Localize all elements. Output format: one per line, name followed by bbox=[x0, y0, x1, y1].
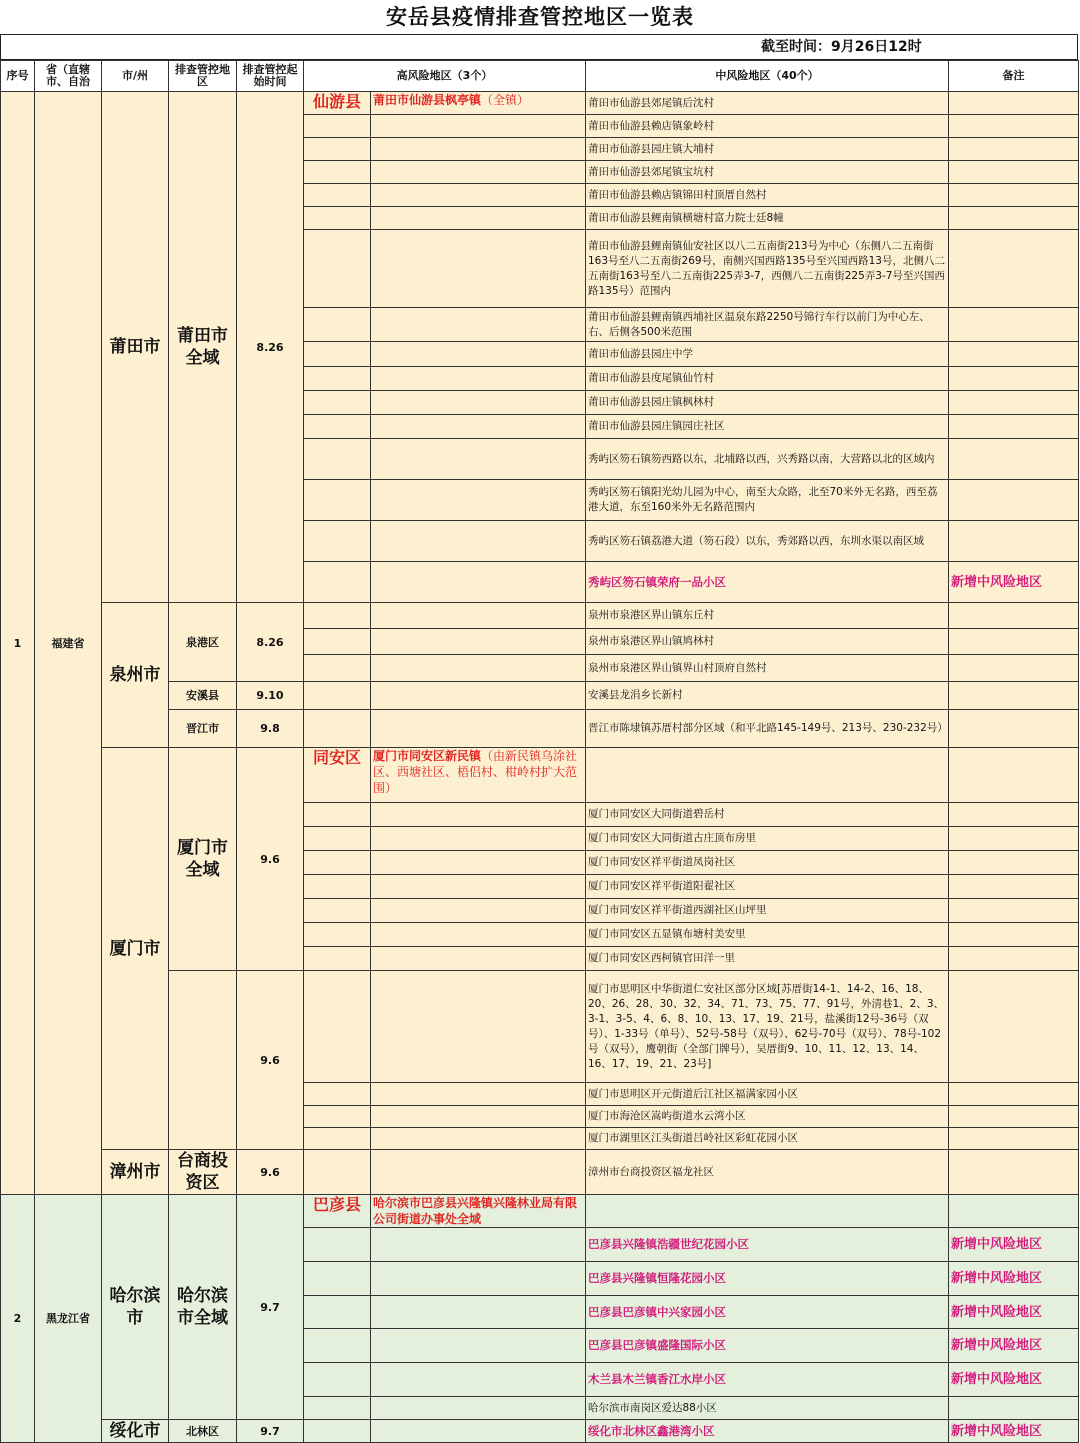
row-city: 莆田市 bbox=[102, 92, 169, 603]
high-risk-county-empty bbox=[304, 480, 371, 521]
table-row bbox=[1, 748, 1079, 803]
row-start-date: 8.26 bbox=[237, 92, 304, 603]
high-risk-county-empty bbox=[304, 851, 371, 875]
medium-risk-area: 莆田市仙游县赖店镇象岭村 bbox=[586, 115, 949, 138]
high-risk-detail-empty bbox=[371, 342, 586, 367]
high-risk-detail-empty bbox=[371, 947, 586, 971]
medium-risk-area: 莆田市仙游县园庄镇园庄社区 bbox=[586, 415, 949, 439]
high-risk-county-empty bbox=[304, 603, 371, 629]
row-remark: 新增中风险地区 bbox=[949, 1296, 1079, 1329]
row-start-date: 9.10 bbox=[237, 682, 304, 710]
medium-risk-area: 泉州市泉港区界山镇鸠林村 bbox=[586, 629, 949, 655]
medium-risk-area: 晋江市陈埭镇苏厝村部分区域（和平北路145-149号、213号、230-232号） bbox=[586, 710, 949, 748]
medium-risk-area: 莆田市仙游县园庄镇枫林村 bbox=[586, 391, 949, 415]
medium-risk-area: 秀屿区笏石镇笏西路以东，北埔路以西，兴秀路以南，大营路以北的区域内 bbox=[586, 439, 949, 480]
row-remark bbox=[949, 342, 1079, 367]
row-remark bbox=[949, 480, 1079, 521]
row-remark bbox=[949, 207, 1079, 230]
row-remark bbox=[949, 682, 1079, 710]
header-row bbox=[1, 61, 1079, 92]
row-start-date: 9.6 bbox=[237, 748, 304, 971]
high-risk-detail-empty bbox=[371, 521, 586, 562]
row-area: 北林区 bbox=[169, 1420, 237, 1443]
row-province: 福建省 bbox=[35, 92, 102, 1195]
row-remark bbox=[949, 1150, 1079, 1195]
high-risk-detail-note: （由新民镇乌涂社区、西塘社区、梧侣村、柑岭村扩大范围） bbox=[373, 749, 578, 795]
header-medium-risk: 中风险地区（40个） bbox=[586, 61, 949, 92]
high-risk-detail-empty bbox=[371, 655, 586, 682]
row-start-date: 9.7 bbox=[237, 1195, 304, 1420]
high-risk-detail-empty bbox=[371, 1296, 586, 1329]
cutoff-time: 截至时间：9月26日12时 bbox=[761, 39, 922, 55]
row-remark bbox=[949, 971, 1079, 1083]
row-area: 台商投资区 bbox=[169, 1150, 237, 1195]
medium-risk-area: 莆田市仙游县鲤南镇仙安社区以八二五南街213号为中心（东侧八二五南街163号至八二五南街269号，南侧兴国西路135号至兴国西路13号，北侧八二五南街163号至八二五南街225弄3-7，西侧八二五南街225弄3-7号至兴国西路135号）范围内 bbox=[586, 230, 949, 308]
high-risk-county-empty bbox=[304, 682, 371, 710]
medium-risk-area: 厦门市思明区开元街道后江社区福满家园小区 bbox=[586, 1083, 949, 1106]
high-risk-detail-empty bbox=[371, 1420, 586, 1443]
high-risk-county-empty bbox=[304, 923, 371, 947]
high-risk-county: 仙游县 bbox=[304, 92, 371, 115]
medium-risk-area: 泉州市泉港区界山镇界山村顶府自然村 bbox=[586, 655, 949, 682]
high-risk-detail-empty bbox=[371, 230, 586, 308]
row-area: 莆田市全域 bbox=[169, 92, 237, 603]
medium-risk-area: 莆田市仙游县鲤南镇横塘村富力院士廷8幢 bbox=[586, 207, 949, 230]
high-risk-county-empty bbox=[304, 308, 371, 342]
table-row bbox=[1, 603, 1079, 629]
medium-risk-area: 厦门市同安区祥平街道凤岗社区 bbox=[586, 851, 949, 875]
row-remark: 新增中风险地区 bbox=[949, 1262, 1079, 1296]
medium-risk-area: 莆田市仙游县郊尾镇后沈村 bbox=[586, 92, 949, 115]
medium-risk-area: 木兰县木兰镇香江水岸小区 bbox=[586, 1363, 949, 1397]
medium-risk-area: 秀屿区笏石镇荣府一品小区 bbox=[586, 562, 949, 603]
row-remark: 新增中风险地区 bbox=[949, 1363, 1079, 1397]
high-risk-county-empty bbox=[304, 827, 371, 851]
medium-risk-area: 巴彦县巴彦镇盛隆国际小区 bbox=[586, 1329, 949, 1363]
high-risk-detail-empty bbox=[371, 1329, 586, 1363]
table-row bbox=[1, 1420, 1079, 1443]
table-body bbox=[1, 92, 1079, 1443]
header-remark: 备注 bbox=[949, 61, 1079, 92]
high-risk-county-empty bbox=[304, 1228, 371, 1262]
high-risk-county-empty bbox=[304, 230, 371, 308]
high-risk-county-empty bbox=[304, 899, 371, 923]
medium-risk-area: 哈尔滨市南岗区爱达88小区 bbox=[586, 1397, 949, 1420]
row-remark bbox=[949, 899, 1079, 923]
high-risk-county-empty bbox=[304, 367, 371, 391]
high-risk-county-empty bbox=[304, 710, 371, 748]
high-risk-detail-empty bbox=[371, 391, 586, 415]
page-title: 安岳县疫情排查管控地区一览表 bbox=[386, 4, 694, 29]
row-start-date: 9.8 bbox=[237, 710, 304, 748]
header-high-risk: 高风险地区（3个） bbox=[304, 61, 586, 92]
high-risk-detail-empty bbox=[371, 1106, 586, 1128]
high-risk-county-empty bbox=[304, 184, 371, 207]
medium-risk-area: 安溪县龙涓乡长新村 bbox=[586, 682, 949, 710]
table-row bbox=[1, 1150, 1079, 1195]
high-risk-county-empty bbox=[304, 1262, 371, 1296]
high-risk-county-empty bbox=[304, 803, 371, 827]
row-remark bbox=[949, 367, 1079, 391]
high-risk-detail-empty bbox=[371, 415, 586, 439]
high-risk-county: 巴彦县 bbox=[304, 1195, 371, 1228]
cutoff-time-bar bbox=[0, 34, 1078, 60]
row-remark bbox=[949, 947, 1079, 971]
row-remark bbox=[949, 115, 1079, 138]
row-remark bbox=[949, 415, 1079, 439]
medium-risk-area: 莆田市仙游县度尾镇仙竹村 bbox=[586, 367, 949, 391]
high-risk-detail-text: 厦门市同安区新民镇 bbox=[373, 749, 482, 763]
row-city: 泉州市 bbox=[102, 603, 169, 748]
medium-risk-area: 莆田市仙游县赖店镇锦田村顶厝自然村 bbox=[586, 184, 949, 207]
row-province: 黑龙江省 bbox=[35, 1195, 102, 1443]
medium-risk-area bbox=[586, 748, 949, 803]
high-risk-detail-empty bbox=[371, 367, 586, 391]
row-remark bbox=[949, 803, 1079, 827]
high-risk-detail-empty bbox=[371, 803, 586, 827]
header-area: 排查管控地区 bbox=[169, 61, 237, 92]
high-risk-county-empty bbox=[304, 391, 371, 415]
high-risk-detail-empty bbox=[371, 562, 586, 603]
row-remark bbox=[949, 655, 1079, 682]
medium-risk-area: 莆田市仙游县郊尾镇宝坑村 bbox=[586, 161, 949, 184]
high-risk-detail-empty bbox=[371, 161, 586, 184]
high-risk-county-empty bbox=[304, 415, 371, 439]
medium-risk-area: 厦门市同安区祥平街道西湖社区山坪里 bbox=[586, 899, 949, 923]
row-remark bbox=[949, 1083, 1079, 1106]
high-risk-detail-empty bbox=[371, 923, 586, 947]
row-remark bbox=[949, 308, 1079, 342]
table-row bbox=[1, 1195, 1079, 1228]
medium-risk-area: 莆田市仙游县园庄镇大埔村 bbox=[586, 138, 949, 161]
row-seq: 2 bbox=[1, 1195, 35, 1443]
high-risk-county-empty bbox=[304, 1329, 371, 1363]
high-risk-county-empty bbox=[304, 115, 371, 138]
medium-risk-area: 巴彦县巴彦镇中兴家园小区 bbox=[586, 1296, 949, 1329]
medium-risk-area: 厦门市同安区五显镇布塘村美安里 bbox=[586, 923, 949, 947]
row-remark bbox=[949, 1195, 1079, 1228]
row-remark bbox=[949, 851, 1079, 875]
high-risk-detail-empty bbox=[371, 899, 586, 923]
row-seq: 1 bbox=[1, 92, 35, 1195]
high-risk-county-empty bbox=[304, 138, 371, 161]
row-remark: 新增中风险地区 bbox=[949, 1329, 1079, 1363]
high-risk-detail-empty bbox=[371, 1262, 586, 1296]
high-risk-county-empty bbox=[304, 1420, 371, 1443]
row-remark: 新增中风险地区 bbox=[949, 562, 1079, 603]
row-remark bbox=[949, 710, 1079, 748]
header-start-date: 排查管控起始时间 bbox=[237, 61, 304, 92]
high-risk-county: 同安区 bbox=[304, 748, 371, 803]
high-risk-detail-empty bbox=[371, 971, 586, 1083]
medium-risk-area: 厦门市同安区大同街道碧岳村 bbox=[586, 803, 949, 827]
high-risk-county-empty bbox=[304, 1397, 371, 1420]
medium-risk-area: 泉州市泉港区界山镇东丘村 bbox=[586, 603, 949, 629]
high-risk-county-empty bbox=[304, 1363, 371, 1397]
high-risk-detail-empty bbox=[371, 184, 586, 207]
high-risk-county-empty bbox=[304, 1106, 371, 1128]
high-risk-detail-empty bbox=[371, 682, 586, 710]
high-risk-detail-empty bbox=[371, 1083, 586, 1106]
high-risk-county-empty bbox=[304, 521, 371, 562]
high-risk-county-empty bbox=[304, 342, 371, 367]
header-city: 市/州 bbox=[102, 61, 169, 92]
medium-risk-area: 厦门市同安区大同街道古庄顶布房里 bbox=[586, 827, 949, 851]
medium-risk-area: 巴彦县兴隆镇浩疆世纪花园小区 bbox=[586, 1228, 949, 1262]
high-risk-detail-empty bbox=[371, 1228, 586, 1262]
high-risk-detail-empty bbox=[371, 1363, 586, 1397]
high-risk-detail-empty bbox=[371, 851, 586, 875]
medium-risk-area: 漳州市台商投资区福龙社区 bbox=[586, 1150, 949, 1195]
high-risk-detail-empty bbox=[371, 875, 586, 899]
table-row bbox=[1, 92, 1079, 115]
row-remark: 新增中风险地区 bbox=[949, 1420, 1079, 1443]
high-risk-detail-empty bbox=[371, 480, 586, 521]
medium-risk-area: 厦门市湖里区江头街道吕岭社区彩虹花园小区 bbox=[586, 1128, 949, 1150]
header-seq: 序号 bbox=[1, 61, 35, 92]
row-area: 厦门市全域 bbox=[169, 748, 237, 971]
row-area: 安溪县 bbox=[169, 682, 237, 710]
high-risk-county-empty bbox=[304, 439, 371, 480]
header-province: 省（直辖市、自治 bbox=[35, 61, 102, 92]
high-risk-detail bbox=[371, 1195, 586, 1228]
medium-risk-area: 巴彦县兴隆镇恒隆花园小区 bbox=[586, 1262, 949, 1296]
high-risk-detail-empty bbox=[371, 1397, 586, 1420]
row-city: 漳州市 bbox=[102, 1150, 169, 1195]
medium-risk-area: 秀屿区笏石镇荔港大道（笏石段）以东，秀郊路以西，东圳水渠以南区域 bbox=[586, 521, 949, 562]
medium-risk-area: 莆田市仙游县园庄中学 bbox=[586, 342, 949, 367]
high-risk-detail-text: 莆田市仙游县枫亭镇 bbox=[373, 93, 482, 107]
medium-risk-area: 厦门市海沧区嵩屿街道水云湾小区 bbox=[586, 1106, 949, 1128]
high-risk-county-empty bbox=[304, 562, 371, 603]
medium-risk-area: 厦门市同安区西柯镇官田洋一里 bbox=[586, 947, 949, 971]
high-risk-detail-empty bbox=[371, 603, 586, 629]
high-risk-detail-empty bbox=[371, 308, 586, 342]
row-remark bbox=[949, 161, 1079, 184]
row-start-date: 8.26 bbox=[237, 603, 304, 682]
high-risk-detail-empty bbox=[371, 138, 586, 161]
high-risk-detail-empty bbox=[371, 439, 586, 480]
row-city: 哈尔滨市 bbox=[102, 1195, 169, 1420]
risk-area-table bbox=[0, 60, 1079, 1443]
high-risk-county-empty bbox=[304, 629, 371, 655]
medium-risk-area bbox=[586, 1195, 949, 1228]
high-risk-county-empty bbox=[304, 655, 371, 682]
row-remark bbox=[949, 92, 1079, 115]
row-area: 哈尔滨市全域 bbox=[169, 1195, 237, 1420]
row-remark bbox=[949, 875, 1079, 899]
high-risk-detail bbox=[371, 92, 586, 115]
high-risk-county-empty bbox=[304, 1083, 371, 1106]
medium-risk-area: 秀屿区笏石镇阳光幼儿园为中心，南至大众路，北至70米外无名路，西至荔港大道，东至160米外无名路范围内 bbox=[586, 480, 949, 521]
high-risk-detail-note: （全镇） bbox=[481, 93, 530, 107]
high-risk-county-empty bbox=[304, 875, 371, 899]
row-remark bbox=[949, 827, 1079, 851]
row-remark bbox=[949, 138, 1079, 161]
row-start-date: 9.6 bbox=[237, 971, 304, 1150]
row-area bbox=[169, 971, 237, 1150]
high-risk-detail bbox=[371, 748, 586, 803]
high-risk-county-empty bbox=[304, 1296, 371, 1329]
row-remark bbox=[949, 1128, 1079, 1150]
high-risk-county-empty bbox=[304, 207, 371, 230]
row-start-date: 9.6 bbox=[237, 1150, 304, 1195]
row-city: 厦门市 bbox=[102, 748, 169, 1150]
row-remark bbox=[949, 748, 1079, 803]
high-risk-detail-empty bbox=[371, 629, 586, 655]
high-risk-detail-empty bbox=[371, 827, 586, 851]
row-remark bbox=[949, 230, 1079, 308]
row-remark bbox=[949, 521, 1079, 562]
high-risk-county-empty bbox=[304, 1150, 371, 1195]
row-remark bbox=[949, 923, 1079, 947]
row-remark bbox=[949, 439, 1079, 480]
high-risk-detail-empty bbox=[371, 207, 586, 230]
high-risk-detail-empty bbox=[371, 115, 586, 138]
medium-risk-area: 厦门市同安区祥平街道阳翟社区 bbox=[586, 875, 949, 899]
medium-risk-area: 莆田市仙游县鲤南镇西埔社区温泉东路2250号锦行车行以前门为中心左、右、后侧各500米范围 bbox=[586, 308, 949, 342]
row-remark bbox=[949, 1106, 1079, 1128]
row-city: 绥化市 bbox=[102, 1420, 169, 1443]
high-risk-detail-empty bbox=[371, 1150, 586, 1195]
row-remark bbox=[949, 1397, 1079, 1420]
high-risk-county-empty bbox=[304, 161, 371, 184]
row-start-date: 9.7 bbox=[237, 1420, 304, 1443]
high-risk-county-empty bbox=[304, 971, 371, 1083]
medium-risk-area: 厦门市思明区中华街道仁安社区部分区域[苏厝街14-1、14-2、16、18、20、26、28、30、32、34、71、73、75、77、91号，外清巷1、2、3、3-1、3-5、4、6、8、10、13、17、19、21号，盐溪街12号-36号（双号）、1-33号（单号）、52号-58号（双号）、62号-70号（双号）、78号-102号（双号），鹰朝街（全部门牌号），吴厝街9、10、11、12、13、14、16、17、19、21、23号] bbox=[586, 971, 949, 1083]
high-risk-county-empty bbox=[304, 1128, 371, 1150]
row-area: 晋江市 bbox=[169, 710, 237, 748]
high-risk-detail-empty bbox=[371, 710, 586, 748]
row-remark bbox=[949, 184, 1079, 207]
row-remark: 新增中风险地区 bbox=[949, 1228, 1079, 1262]
row-remark bbox=[949, 603, 1079, 629]
row-remark bbox=[949, 391, 1079, 415]
medium-risk-area: 绥化市北林区鑫港湾小区 bbox=[586, 1420, 949, 1443]
high-risk-detail-text: 哈尔滨市巴彦县兴隆镇兴隆林业局有限公司街道办事处全域 bbox=[373, 1196, 578, 1226]
row-remark bbox=[949, 629, 1079, 655]
high-risk-detail-empty bbox=[371, 1128, 586, 1150]
row-area: 泉港区 bbox=[169, 603, 237, 682]
high-risk-county-empty bbox=[304, 947, 371, 971]
